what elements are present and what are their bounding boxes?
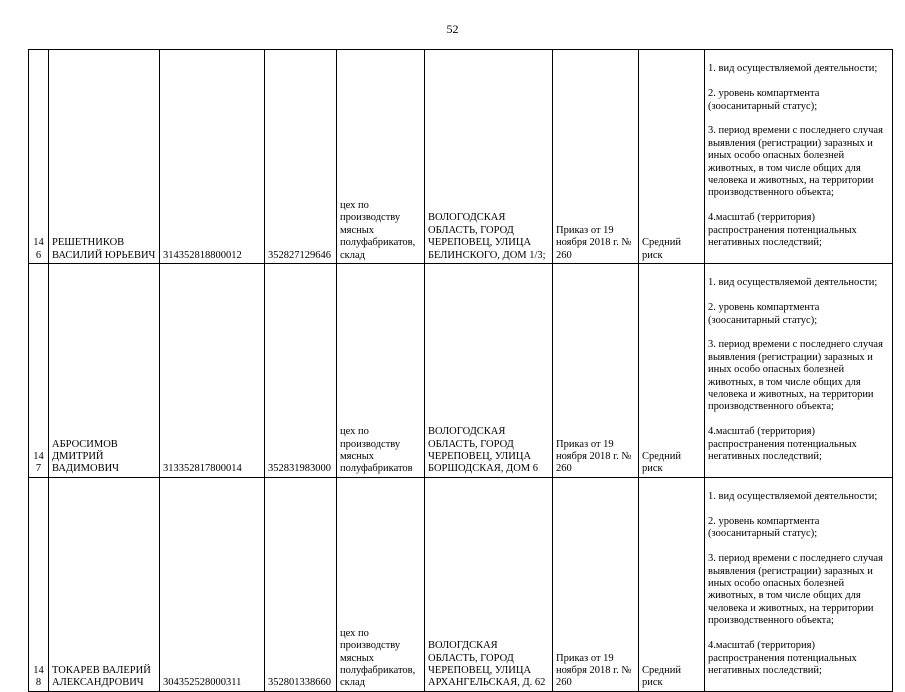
criteria-item: 1. вид осуществляемой деятельности; bbox=[708, 491, 878, 503]
ogrn-cell: 314352818800012 bbox=[160, 50, 265, 264]
order-cell: Приказ от 19 ноября 2018 г. № 260 bbox=[553, 50, 639, 264]
risk-criteria-cell bbox=[705, 263, 893, 477]
criteria-item: 1. вид осуществляемой деятельности; bbox=[708, 277, 878, 289]
criteria-item: 2. уровень компартмента (зоосанитарный статус); bbox=[708, 302, 820, 326]
criteria-item: 1. вид осуществляемой деятельности; bbox=[708, 63, 878, 75]
order-cell: Приказ от 19 ноября 2018 г. № 260 bbox=[553, 263, 639, 477]
activity-cell: цех по производству мясных полуфабрикатов, склад bbox=[337, 477, 425, 691]
criteria-item: 3. период времени с последнего случая выявления (регистрации) заразных и иных особо опасных болезней животных, в том числе общих для человека и животных, на территории производственного объекта; bbox=[708, 125, 883, 199]
risk-category-cell: Средний риск bbox=[639, 263, 705, 477]
criteria-item: 2. уровень компартмента (зоосанитарный статус); bbox=[708, 516, 820, 540]
entrepreneur-name: АБРОСИМОВ ДМИТРИЙ ВАДИМОВИЧ bbox=[49, 263, 160, 477]
row-number: 147 bbox=[29, 263, 49, 477]
row-number: 148 bbox=[29, 477, 49, 691]
criteria-item: 3. период времени с последнего случая выявления (регистрации) заразных и иных особо опасных болезней животных, в том числе общих для человека и животных, на территории производственного объекта; bbox=[708, 339, 883, 413]
inn-cell: 352827129646 bbox=[265, 50, 337, 264]
table-row bbox=[29, 263, 893, 477]
criteria-item: 4.масштаб (территория) распространения потенциальных негативных последствий; bbox=[708, 212, 857, 249]
entrepreneur-name: ТОКАРЕВ ВАЛЕРИЙ АЛЕКСАНДРОВИЧ bbox=[49, 477, 160, 691]
inn-cell: 352831983000 bbox=[265, 263, 337, 477]
criteria-item: 4.масштаб (территория) распространения потенциальных негативных последствий; bbox=[708, 640, 857, 676]
activity-cell: цех по производству мясных полуфабрикатов bbox=[337, 263, 425, 477]
address-cell: ВОЛОГОДСКАЯ ОБЛАСТЬ, ГОРОД ЧЕРЕПОВЕЦ, УЛИЦА БОРШОДСКАЯ, ДОМ 6 bbox=[425, 263, 553, 477]
criteria-item: 2. уровень компартмента (зоосанитарный статус); bbox=[708, 88, 820, 112]
table-row bbox=[29, 477, 893, 691]
risk-criteria-cell bbox=[705, 477, 893, 691]
registry-table bbox=[28, 49, 893, 692]
risk-criteria-cell bbox=[705, 50, 893, 264]
table-row bbox=[29, 50, 893, 264]
address-cell: ВОЛОГДСКАЯ ОБЛАСТЬ, ГОРОД ЧЕРЕПОВЕЦ, УЛИЦА АРХАНГЕЛЬСКАЯ, Д. 62 bbox=[425, 477, 553, 691]
ogrn-cell: 304352528000311 bbox=[160, 477, 265, 691]
page-number: 52 bbox=[446, 22, 459, 36]
ogrn-cell: 313352817800014 bbox=[160, 263, 265, 477]
activity-cell: цех по производству мясных полуфабрикатов, склад bbox=[337, 50, 425, 264]
criteria-item: 4.масштаб (территория) распространения потенциальных негативных последствий; bbox=[708, 426, 857, 462]
address-cell: ВОЛОГОДСКАЯ ОБЛАСТЬ, ГОРОД ЧЕРЕПОВЕЦ, УЛИЦА БЕЛИНСКОГО, ДОМ 1/3; bbox=[425, 50, 553, 264]
criteria-item: 3. период времени с последнего случая выявления (регистрации) заразных и иных особо опасных болезней животных, в том числе общих для человека и животных, на территории производственного объекта; bbox=[708, 553, 883, 627]
risk-category-cell: Средний риск bbox=[639, 50, 705, 264]
inn-cell: 352801338660 bbox=[265, 477, 337, 691]
risk-category-cell: Средний риск bbox=[639, 477, 705, 691]
entrepreneur-name: РЕШЕТНИКОВ ВАСИЛИЙ ЮРЬЕВИЧ bbox=[49, 50, 160, 264]
order-cell: Приказ от 19 ноября 2018 г. № 260 bbox=[553, 477, 639, 691]
row-number: 146 bbox=[29, 50, 49, 264]
